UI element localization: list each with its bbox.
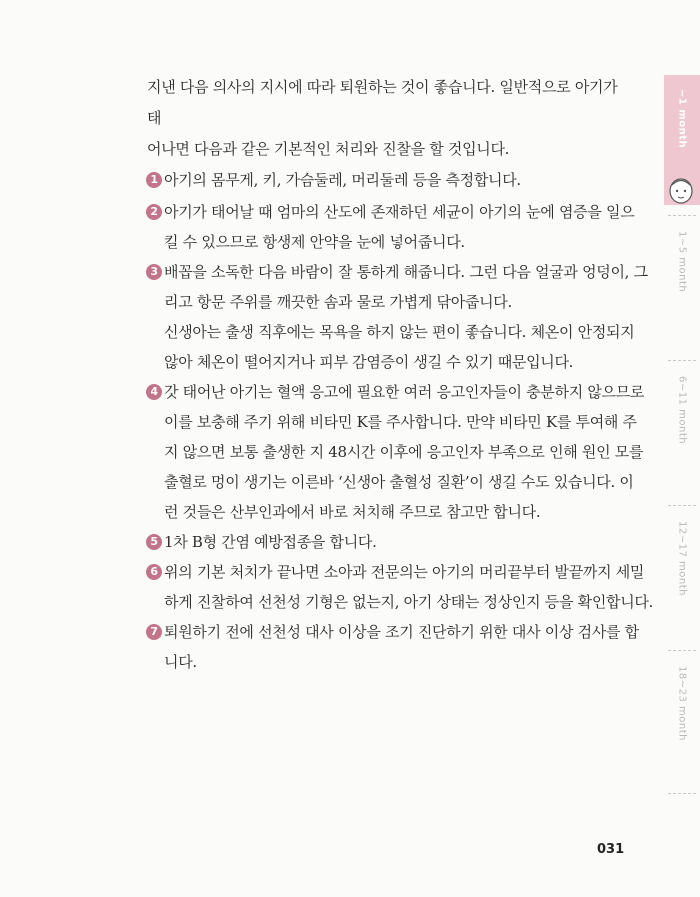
item-line: 아기의 몸무게, 키, 가슴둘레, 머리둘레 등을 측정합니다. — [164, 171, 521, 189]
checklist — [147, 165, 654, 677]
baby-face-icon — [666, 173, 696, 207]
tab-divider — [668, 505, 696, 506]
item-line: 킬 수 있으므로 항생제 안약을 눈에 넣어줍니다. — [164, 233, 465, 251]
month-index-tabs — [664, 75, 700, 835]
tab-label: ~1 month — [676, 89, 688, 149]
item-line: 아기가 태어날 때 엄마의 산도에 존재하던 세균이 아기의 눈에 염증을 일으 — [164, 203, 635, 221]
item-line: 니다. — [164, 653, 197, 671]
list-item — [147, 527, 637, 557]
item-line: 하게 진찰하여 선천성 기형은 없는지, 아기 상태는 정상인지 등을 확인합니다. — [164, 593, 654, 611]
number-badge: 7 — [146, 624, 162, 640]
number-badge: 3 — [146, 264, 162, 280]
item-line: 리고 항문 주위를 깨끗한 솜과 물로 가볍게 닦아줍니다. — [164, 293, 512, 311]
item-note-line: 신생아는 출생 직후에는 목욕을 하지 않는 편이 좋습니다. 체온이 안정되지 — [164, 323, 635, 341]
number-badge: 1 — [146, 172, 162, 188]
tab-label: 1~5 month — [676, 231, 688, 293]
list-item — [147, 165, 637, 195]
tab-divider — [668, 215, 696, 216]
item-line: 런 것들은 산부인과에서 바로 처치해 주므로 참고만 합니다. — [164, 503, 541, 521]
number-badge: 2 — [146, 204, 162, 220]
item-line: 갓 태어난 아기는 혈액 응고에 필요한 여러 응고인자들이 충분하지 않으므로 — [164, 383, 645, 401]
item-line: 이를 보충해 주기 위해 비타민 K를 주사합니다. 만약 비타민 K를 투여해 주 — [164, 413, 637, 431]
list-item — [147, 377, 645, 527]
tab-12-17-month[interactable] — [664, 507, 700, 637]
tab-divider — [668, 360, 696, 361]
intro-line: 지낸 다음 의사의 지시에 따라 퇴원하는 것이 좋습니다. 일반적으로 아기가 태 — [147, 78, 618, 127]
tab-1-5-month[interactable] — [664, 217, 700, 347]
item-line: 1차 B형 간염 예방접종을 합니다. — [164, 533, 377, 551]
tab-label: 6~11 month — [676, 376, 688, 445]
list-item — [147, 617, 637, 677]
tab-18-23-month[interactable] — [664, 652, 700, 782]
list-item — [147, 197, 637, 257]
number-badge: 4 — [146, 384, 162, 400]
number-badge: 6 — [146, 564, 162, 580]
tab-divider — [668, 793, 696, 794]
intro-paragraph — [147, 72, 627, 165]
item-line: 배꼽을 소독한 다음 바람이 잘 통하게 해줍니다. 그런 다음 얼굴과 엉덩이, 그 — [164, 263, 648, 281]
number-badge: 5 — [146, 534, 162, 550]
item-line: 위의 기본 처치가 끝나면 소아과 전문의는 아기의 머리끝부터 발끝까지 세밀 — [164, 563, 645, 581]
tab-6-11-month[interactable] — [664, 362, 700, 492]
item-note-line: 않아 체온이 떨어지거나 피부 감염증이 생길 수 있기 때문입니다. — [164, 353, 574, 371]
page-number: 031 — [597, 842, 625, 857]
item-line: 퇴원하기 전에 선천성 대사 이상을 조기 진단하기 위한 대사 이상 검사를 합 — [164, 623, 639, 641]
item-line: 지 않으면 보통 출생한 지 48시간 이후에 응고인자 부족으로 인해 원인 모를 — [164, 443, 644, 461]
item-line: 출혈로 멍이 생기는 이른바 ‘신생아 출혈성 질환’이 생길 수도 있습니다. 이 — [164, 473, 634, 491]
tab-label: 12~17 month — [676, 521, 688, 596]
intro-line: 어나면 다음과 같은 기본적인 처리와 진찰을 할 것입니다. — [147, 140, 510, 158]
tab-divider — [668, 650, 696, 651]
list-item — [147, 557, 654, 617]
list-item — [147, 257, 648, 377]
tab-label: 18~23 month — [676, 666, 688, 741]
